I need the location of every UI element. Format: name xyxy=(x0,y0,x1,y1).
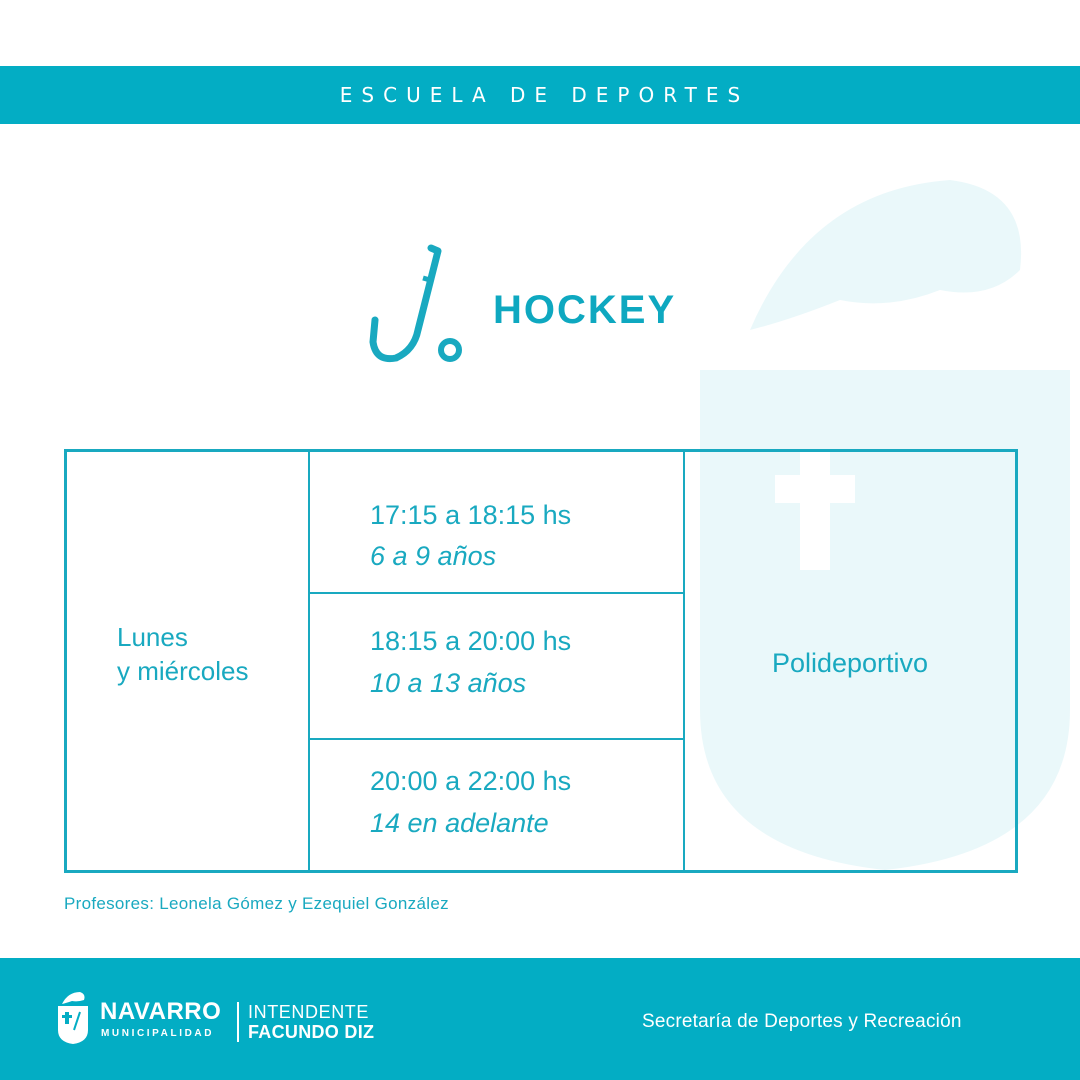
header-title: ESCUELA DE DEPORTES xyxy=(339,83,750,107)
slot-ages: 6 a 9 años xyxy=(370,541,497,571)
teachers-note: Profesores: Leonela Gómez y Ezequiel González xyxy=(64,894,449,913)
schedule-place-cell xyxy=(685,452,1015,870)
header-bar xyxy=(0,66,1080,124)
sport-title: HOCKEY xyxy=(493,288,677,332)
slot-time: 17:15 a 18:15 hs xyxy=(370,500,572,530)
brand-name: NAVARRO xyxy=(100,998,222,1025)
schedule-table xyxy=(64,449,1018,873)
schedule-days xyxy=(117,620,248,688)
schedule-times-column xyxy=(310,452,685,870)
schedule-place: Polideportivo xyxy=(771,647,929,678)
time-slot xyxy=(310,452,683,594)
mayor-title: INTENDENTE xyxy=(248,1002,370,1022)
slot-ages: 14 en adelante xyxy=(370,808,549,838)
footer-bar xyxy=(0,958,1080,1080)
footer-divider xyxy=(237,1002,239,1042)
slot-time: 20:00 a 22:00 hs xyxy=(370,766,572,796)
slot-ages: 10 a 13 años xyxy=(370,668,527,698)
schedule-days-line: Lunes xyxy=(117,622,188,652)
time-slot xyxy=(310,740,683,870)
hockey-stick-icon xyxy=(366,240,466,370)
time-slot xyxy=(310,594,683,740)
municipality-shield-icon xyxy=(54,990,92,1044)
slot-time: 18:15 a 20:00 hs xyxy=(370,626,572,656)
brand-subtitle: MUNICIPALIDAD xyxy=(101,1028,215,1039)
schedule-days-cell xyxy=(67,452,310,870)
schedule-days-line: y miércoles xyxy=(117,656,249,686)
secretariat-name: Secretaría de Deportes y Recreación xyxy=(642,1011,962,1032)
mayor-name: FACUNDO DIZ xyxy=(248,1022,375,1042)
